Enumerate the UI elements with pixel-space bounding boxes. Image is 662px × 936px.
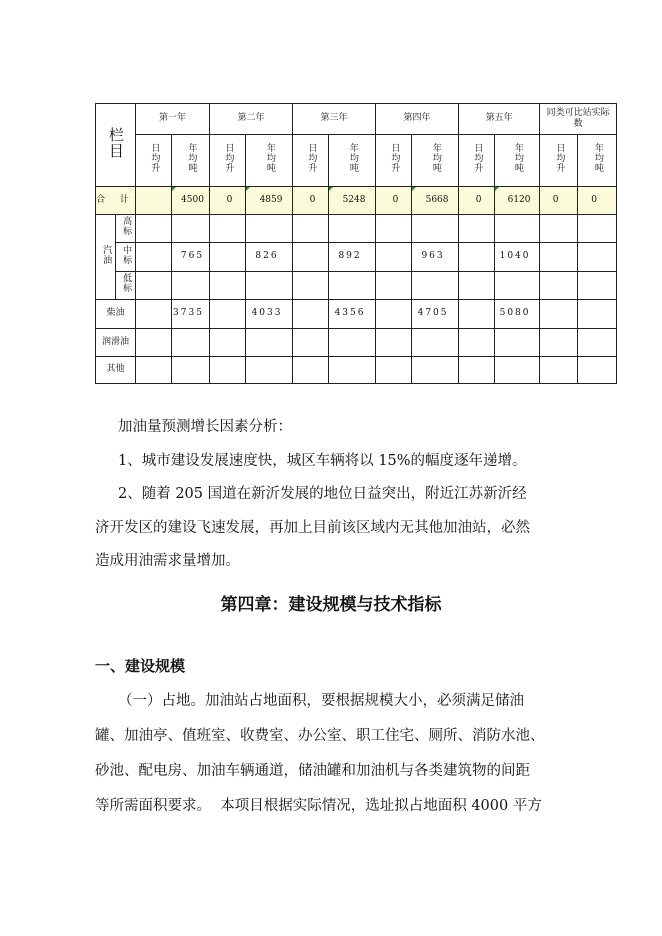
- total-label: 合 计: [96, 187, 136, 215]
- body-line-1: （一）占地。加油站占地面积，要根据规模大小，必须满足储油: [118, 693, 524, 709]
- diesel-cell: 4705: [412, 300, 459, 329]
- mid-cell: 826: [246, 243, 293, 272]
- total-cell: 0: [376, 187, 412, 215]
- total-cell: 0: [459, 187, 495, 215]
- gasoline-high-label: 高标: [121, 216, 132, 237]
- unit-daily-tons: 年均吨: [347, 143, 358, 174]
- lube-label: 润滑油: [96, 329, 136, 357]
- mid-cell: 963: [412, 243, 459, 272]
- row-header-cell: [96, 104, 136, 187]
- year-5-header: 第五年: [459, 104, 540, 135]
- unit-daily-tons: 年均吨: [592, 143, 603, 174]
- diesel-cell: [376, 300, 412, 329]
- lube-row: [96, 329, 617, 357]
- unit-daily-tons: 年均吨: [264, 143, 275, 174]
- diesel-label: 柴油: [96, 300, 136, 329]
- diesel-row: [96, 300, 617, 329]
- unit-daily-tons: 年均吨: [430, 143, 441, 174]
- other-row: [96, 357, 617, 384]
- diesel-cell: 4356: [329, 300, 376, 329]
- mid-cell: 1040: [495, 243, 540, 272]
- diesel-cell: [136, 300, 172, 329]
- diesel-cell: [293, 300, 329, 329]
- diesel-cell: 4033: [246, 300, 293, 329]
- diesel-cell: [210, 300, 246, 329]
- diesel-cell: 5080: [495, 300, 540, 329]
- section-1-title: 一、建设规模: [95, 657, 186, 675]
- mid-cell: [540, 243, 578, 272]
- unit-daily-tons: 年均吨: [186, 143, 197, 174]
- mid-cell: [578, 243, 617, 272]
- mid-cell: [293, 243, 329, 272]
- mid-cell: [136, 243, 172, 272]
- analysis-item-1: 1、城市建设发展速度快，城区车辆将以 15%的幅度逐年递增。: [118, 453, 527, 469]
- unit-daily-liters: 日均升: [306, 143, 317, 174]
- sales-forecast-table: [95, 103, 617, 384]
- mid-cell: [459, 243, 495, 272]
- year-4-header: 第四年: [376, 104, 459, 135]
- chapter-title: 第四章：建设规模与技术指标: [220, 595, 442, 615]
- gasoline-label-cell: [96, 215, 116, 300]
- mid-cell: [210, 243, 246, 272]
- diesel-cell: [540, 300, 578, 329]
- total-cell: 4500: [172, 187, 210, 215]
- year-3-header: 第三年: [293, 104, 376, 135]
- year-1-header: 第一年: [136, 104, 210, 135]
- total-cell: 5668: [412, 187, 459, 215]
- total-cell: 0: [540, 187, 578, 215]
- year-2-header: 第二年: [210, 104, 293, 135]
- total-cell: 4859: [246, 187, 293, 215]
- row-header-label: 栏目: [106, 126, 125, 159]
- gasoline-label: 汽油: [101, 244, 112, 265]
- body-line-2: 罐、加油亭、值班室、收费室、办公室、职工住宅、厕所、消防水池、: [95, 728, 545, 744]
- analysis-item-2-line-3: 造成用油需求量增加。: [95, 553, 240, 569]
- other-label: 其他: [96, 357, 136, 384]
- unit-daily-liters: 日均升: [472, 143, 483, 174]
- total-cell: 0: [578, 187, 617, 215]
- mid-cell: [376, 243, 412, 272]
- unit-daily-liters: 日均升: [149, 143, 160, 174]
- unit-daily-tons: 年均吨: [512, 143, 523, 174]
- mid-cell: 765: [172, 243, 210, 272]
- gasoline-mid-row: [96, 243, 617, 272]
- gasoline-low-label: 低标: [121, 273, 132, 294]
- diesel-cell: 3735: [172, 300, 210, 329]
- gasoline-high-row: [96, 215, 617, 243]
- body-line-4: 等所需面积要求。 本项目根据实际情况，选址拟占地面积 4000 平方: [95, 798, 542, 814]
- unit-row: [96, 135, 617, 187]
- diesel-cell: [459, 300, 495, 329]
- analysis-item-2-line-2: 济开发区的建设飞速发展，再加上目前该区域内无其他加油站，必然: [95, 520, 530, 536]
- gasoline-low-row: [96, 272, 617, 300]
- unit-daily-liters: 日均升: [223, 143, 234, 174]
- total-cell: 6120: [495, 187, 540, 215]
- total-cell: 0: [210, 187, 246, 215]
- total-cell: 5248: [329, 187, 376, 215]
- total-cell: 0: [293, 187, 329, 215]
- analysis-item-2-line-1: 2、随着 205 国道在新沂发展的地位日益突出，附近江苏新沂经: [118, 486, 527, 502]
- total-cell: [136, 187, 172, 215]
- gasoline-mid-label: 中标: [121, 244, 132, 265]
- unit-daily-liters: 日均升: [389, 143, 400, 174]
- body-line-3: 砂池、配电房、加油车辆通道，储油罐和加油机与各类建筑物的间距: [95, 763, 530, 779]
- diesel-cell: [578, 300, 617, 329]
- analysis-title: 加油量预测增长因素分析：: [118, 419, 292, 435]
- mid-cell: 892: [329, 243, 376, 272]
- unit-daily-liters: 日均升: [554, 143, 565, 174]
- total-row: [96, 187, 617, 215]
- comparable-header: 同类可比站实际数: [540, 104, 617, 135]
